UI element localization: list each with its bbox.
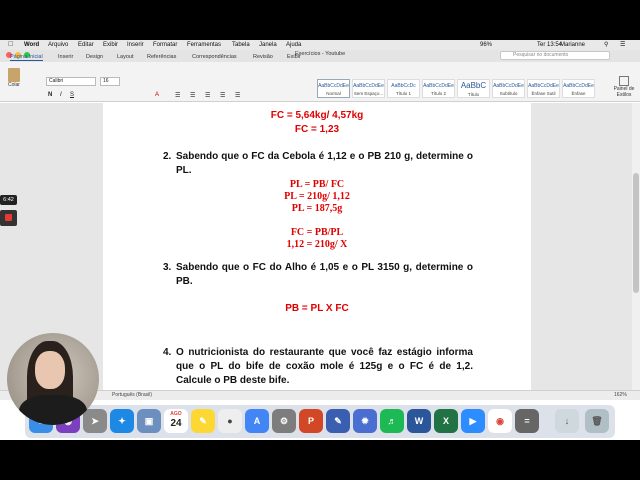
app-menu[interactable]: Word [24,42,40,48]
align-right-icon[interactable]: ☰ [205,93,211,99]
q2-answer-line2: PL = 210g/ 1,12 [284,191,350,202]
search-icon[interactable]: ⚲ [604,42,609,48]
apple-menu-icon[interactable] [8,40,13,50]
system-preferences-icon[interactable]: ⚙ [272,409,296,433]
q2-answer-line4: FC = PB/PL [290,227,344,238]
question-2 [163,150,473,178]
styles-pane-label: Painel de Estilos [613,86,635,98]
style-titulo[interactable]: AaBbC Título [457,79,490,98]
notes-icon[interactable]: ✎ [191,409,215,433]
menu-item-tabela[interactable]: Tabela [232,42,250,48]
menu-item-editar[interactable]: Editar [78,42,94,48]
downloads-icon[interactable]: ↓ [555,409,579,433]
launchpad-icon[interactable]: ➤ [83,409,107,433]
question-4-text: O nutricionista do restaurante que você faz estágio informa que o PL do bife de coxão mole é 125g e o FC é de 1,2. Calcule o PB deste bife. [176,347,473,386]
tab-layout[interactable]: Layout [117,54,134,60]
menu-item-exibir[interactable]: Exibir [103,42,119,48]
style-titulo-2[interactable]: AaBbCcDdEe Título 2 [422,79,455,98]
tab-referencias[interactable]: Referências [147,54,177,60]
font-size-select[interactable]: 16 [100,77,120,86]
photos-icon[interactable]: ▣ [137,409,161,433]
underline-button[interactable]: S [70,92,75,98]
menu-item-janela[interactable]: Janela [259,42,277,48]
q3-answer: PB = PL X FC [285,303,349,314]
user-name[interactable]: Marianne [560,42,586,48]
question-2-number: 2. [163,151,172,162]
reminders-icon[interactable]: ● [218,409,242,433]
tab-pagina-inicial[interactable]: Página Inicial [10,54,43,60]
fc1-line1: FC = 5,64kg/ 4,57kg [270,110,364,121]
fc1-line2: FC = 1,23 [294,124,340,135]
styles-pane-icon [619,76,629,86]
document-area [0,103,632,390]
font-name-select[interactable]: Calibri [46,77,96,86]
zoom-level[interactable]: 162% [614,392,627,398]
tab-inserir[interactable]: Inserir [58,54,74,60]
menu-item-ajuda[interactable]: Ajuda [286,42,302,48]
recording-timer: 6:42 [0,195,17,205]
align-center-icon[interactable]: ☰ [190,93,196,99]
justify-icon-2[interactable]: ☰ [235,93,241,99]
clock[interactable]: Ter 13:54 [537,42,563,48]
settings-wheel-icon[interactable]: ✹ [353,409,377,433]
menu-item-inserir[interactable]: Inserir [127,42,144,48]
menu-list-icon[interactable]: ☰ [620,42,626,48]
trash-icon[interactable]: 🗑 [585,409,609,433]
style-subtitulo[interactable]: AaBbCcDdEe Subtítulo [492,79,525,98]
tab-revisao[interactable]: Revisão [253,54,273,60]
question-4 [163,346,473,388]
q2-answer-line5: 1,12 = 210g/ X [286,239,348,250]
menu-item-ferramentas[interactable]: Ferramentas [187,42,222,48]
font-color-icon[interactable]: A [155,92,160,98]
calculator-icon[interactable]: = [515,409,539,433]
excel-icon[interactable]: X [434,409,458,433]
bold-button[interactable]: N [48,92,53,98]
style-titulo-1[interactable]: AaBbCcDc Título 1 [387,79,420,98]
question-4-number: 4. [163,347,172,358]
stop-icon [5,214,12,221]
style-enfase-sutil[interactable]: AaBbCcDdEe Ênfase Sutil [527,79,560,98]
styles-pane-button[interactable] [610,76,638,98]
zoom-icon[interactable]: ▶ [461,409,485,433]
menu-item-arquivo[interactable]: Arquivo [48,42,69,48]
chrome-icon[interactable]: ◉ [488,409,512,433]
menu-item-formatar[interactable]: Formatar [153,42,178,48]
dock [25,405,615,438]
webcam-overlay [7,333,99,425]
vertical-scrollbar[interactable] [632,103,640,390]
q2-answer-line1: PL = PB/ FC [289,179,345,190]
menu-bar [0,40,640,50]
pencil-app-icon[interactable]: ✎ [326,409,350,433]
search-document-input[interactable]: Pesquisar no documento [500,51,610,60]
tab-design[interactable]: Design [86,54,104,60]
app-store-icon[interactable]: A [245,409,269,433]
document-title: Exercícios - Youtube [295,51,346,57]
style-enfase[interactable]: AaBbCcDdEe Ênfase [562,79,595,98]
word-icon[interactable]: W [407,409,431,433]
question-2-text: Sabendo que o FC da Cebola é 1,12 e o PB 210 g, determine o PL. [176,151,473,176]
question-3-number: 3. [163,262,172,273]
align-left-icon[interactable]: ☰ [175,93,181,99]
tab-correspondencias[interactable]: Correspondências [192,54,237,60]
style-normal[interactable]: AaBbCcDdEe Normal [317,79,350,98]
powerpoint-icon[interactable]: P [299,409,323,433]
language[interactable]: Português (Brasil) [112,392,153,398]
q2-answer-line3: PL = 187,5g [291,203,343,214]
stop-recording-button[interactable] [0,210,17,226]
tab-exibir[interactable]: Exibir [287,54,301,60]
spotify-icon[interactable]: ♬ [380,409,404,433]
question-3 [163,261,473,289]
italic-button[interactable]: I [60,92,62,98]
question-3-text: Sabendo que o FC do Alho é 1,05 e o PL 3150 g, determine o PB. [176,262,473,287]
safari-icon[interactable]: ✦ [110,409,134,433]
paste-button[interactable] [5,68,23,88]
clipboard-icon [8,68,20,82]
paste-label: Colar [8,82,20,88]
justify-icon[interactable]: ☰ [220,93,226,99]
style-sem-espaco[interactable]: AaBbCcDdEe Sem Espaço... [352,79,385,98]
calendar-icon[interactable]: AGO 24 [164,409,188,433]
battery-percent[interactable]: 96% [480,42,493,48]
screen [0,40,640,440]
scroll-thumb[interactable] [633,173,639,293]
document-page[interactable] [103,103,531,390]
